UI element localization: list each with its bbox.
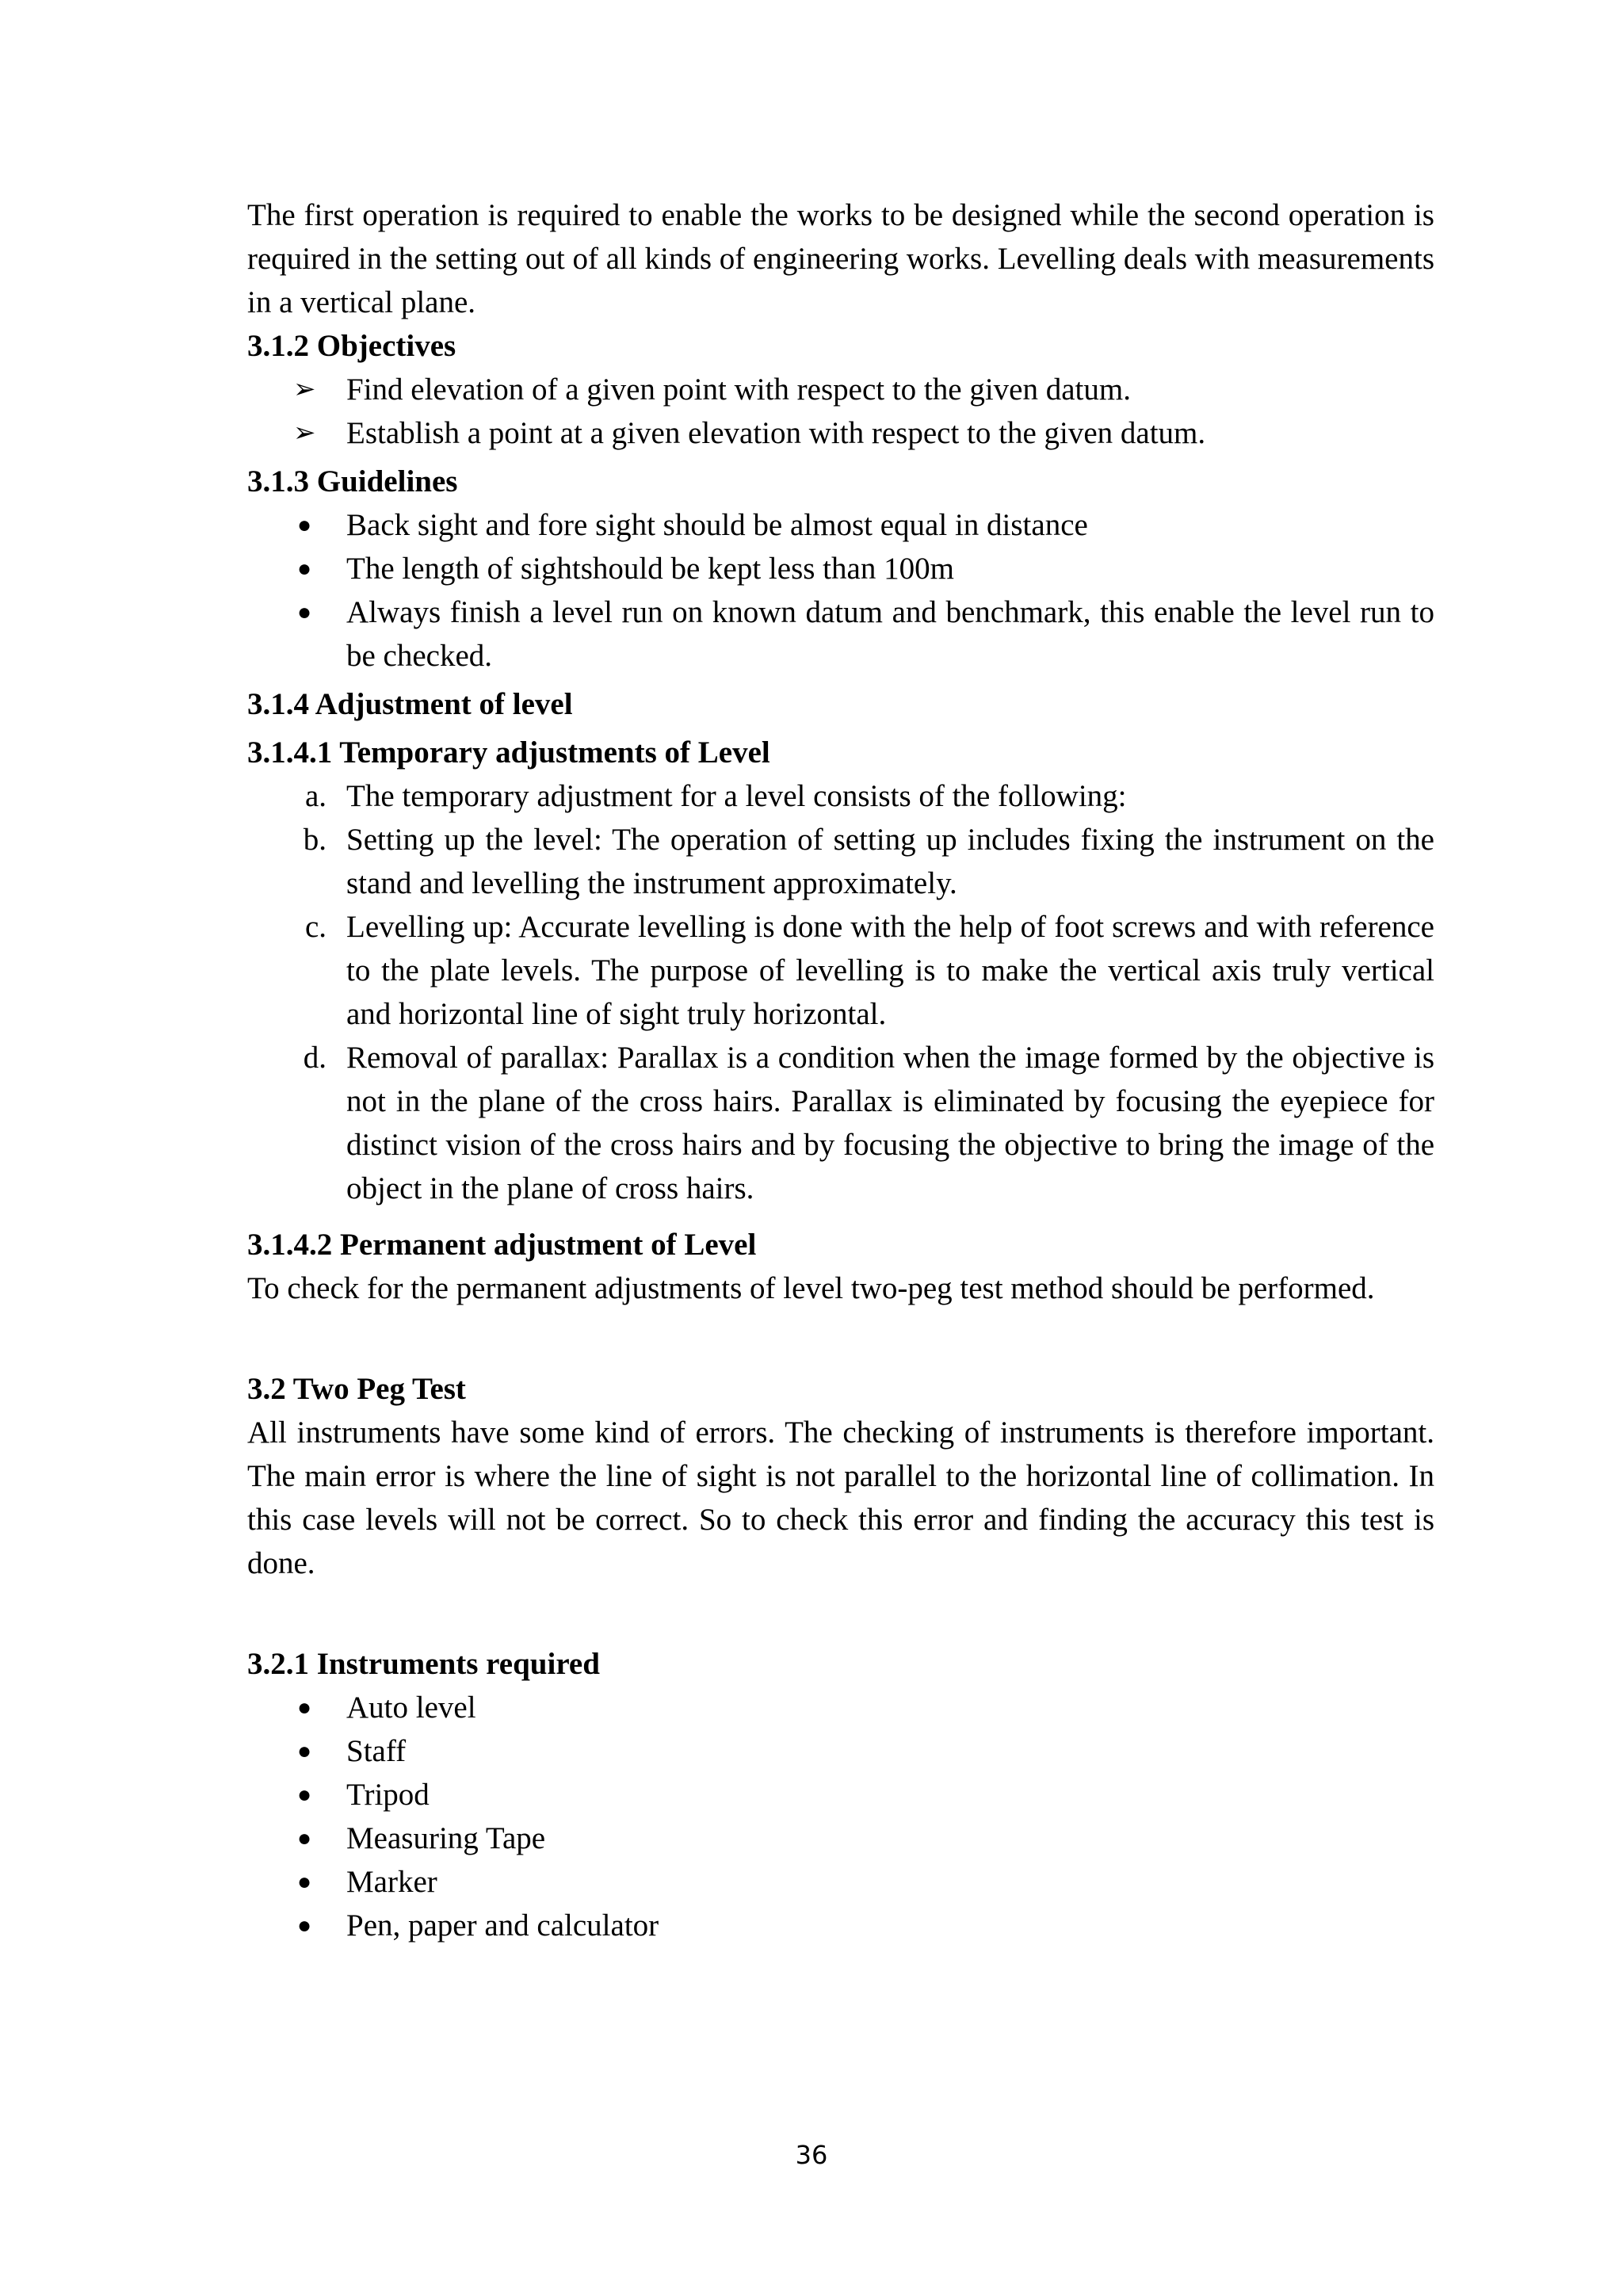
adjustment-heading: 3.1.4 Adjustment of level <box>247 687 573 721</box>
temporary-adjustment-list <box>247 774 1434 1210</box>
list-item <box>247 818 1434 905</box>
item-text: Levelling up: Accurate levelling is done with the help of foot screws and with reference to the plate levels. The purpose of levelling is to make the vertical axis truly vertical and horizontal line of sight truly horizontal. <box>346 910 1434 1031</box>
list-item <box>247 547 1434 590</box>
bullet-icon: ● <box>297 599 312 625</box>
bullet-icon: ● <box>297 1782 312 1808</box>
list-item <box>247 1817 1434 1860</box>
guideline-text: The length of sightshould be kept less than 100m <box>346 552 954 586</box>
instrument-text: Tripod <box>346 1778 430 1812</box>
instrument-text: Marker <box>346 1865 437 1899</box>
arrow-bullet-icon: ➢ <box>293 418 316 448</box>
instruments-heading: 3.2.1 Instruments required <box>247 1647 600 1681</box>
guideline-text: Back sight and fore sight should be almost equal in distance <box>346 508 1088 542</box>
permanent-adjustment-text: To check for the permanent adjustments of level two-peg test method should be performed. <box>247 1271 1375 1305</box>
list-item <box>247 1773 1434 1817</box>
bullet-icon: ● <box>297 512 312 538</box>
guidelines-heading: 3.1.3 Guidelines <box>247 464 458 499</box>
list-item <box>247 590 1434 678</box>
item-letter: d. <box>303 1041 327 1075</box>
list-item <box>247 411 1434 455</box>
arrow-bullet-icon: ➢ <box>293 375 316 404</box>
objective-text: Establish a point at a given elevation with respect to the given datum. <box>346 416 1206 450</box>
list-item <box>247 1904 1434 1947</box>
objective-text: Find elevation of a given point with respect to the given datum. <box>346 372 1131 407</box>
permanent-adjustment-heading: 3.1.4.2 Permanent adjustment of Level <box>247 1228 757 1262</box>
item-text: The temporary adjustment for a level consists of the following: <box>346 779 1127 813</box>
temporary-adjustment-heading: 3.1.4.1 Temporary adjustments of Level <box>247 735 770 770</box>
document-body <box>247 193 1434 1947</box>
instrument-text: Measuring Tape <box>346 1821 546 1855</box>
bullet-icon: ● <box>297 1825 312 1851</box>
guideline-text: Always finish a level run on known datum and benchmark, this enable the level run to be checked. <box>346 595 1434 673</box>
item-letter: b. <box>303 823 327 857</box>
list-item <box>247 905 1434 1036</box>
instrument-text: Pen, paper and calculator <box>346 1908 659 1943</box>
bullet-icon: ● <box>297 1694 312 1721</box>
list-item <box>247 774 1434 818</box>
item-letter: a. <box>304 779 327 813</box>
list-item <box>247 1036 1434 1210</box>
instruments-list <box>247 1686 1434 1947</box>
objectives-heading: 3.1.2 Objectives <box>247 329 456 363</box>
instrument-text: Auto level <box>346 1690 476 1725</box>
list-item <box>247 1686 1434 1729</box>
bullet-icon: ● <box>297 1738 312 1764</box>
item-text: Setting up the level: The operation of setting up includes fixing the instrument on the stand and levelling the instrument approximately. <box>346 823 1434 900</box>
intro-paragraph: The first operation is required to enable the works to be designed while the second operation is required in the setting out of all kinds of engineering works. Levelling deals with measurements in a vertical plane. <box>247 198 1434 319</box>
bullet-icon: ● <box>297 1912 312 1939</box>
list-item <box>247 1860 1434 1904</box>
instrument-text: Staff <box>346 1734 407 1768</box>
two-peg-heading: 3.2 Two Peg Test <box>247 1372 466 1406</box>
bullet-icon: ● <box>297 1869 312 1895</box>
guidelines-list <box>247 503 1434 678</box>
bullet-icon: ● <box>297 556 312 582</box>
objectives-list <box>247 368 1434 455</box>
page-number: 36 <box>795 2140 828 2170</box>
list-item <box>247 1729 1434 1773</box>
two-peg-text: All instruments have some kind of errors. The checking of instruments is therefore important. The main error is where the line of sight is not parallel to the horizontal line of collimation. In this case levels will not be correct. So to check this error and finding the accuracy this test is done. <box>247 1415 1434 1580</box>
list-item <box>247 368 1434 411</box>
item-text: Removal of parallax: Parallax is a condition when the image formed by the objective is not in the plane of the cross hairs. Parallax is eliminated by focusing the eyepiece for distinct vision of the cross hairs and by focusing the objective to bring the image of the object in the plane of cross hairs. <box>346 1041 1434 1205</box>
list-item <box>247 503 1434 547</box>
item-letter: c. <box>304 910 327 944</box>
